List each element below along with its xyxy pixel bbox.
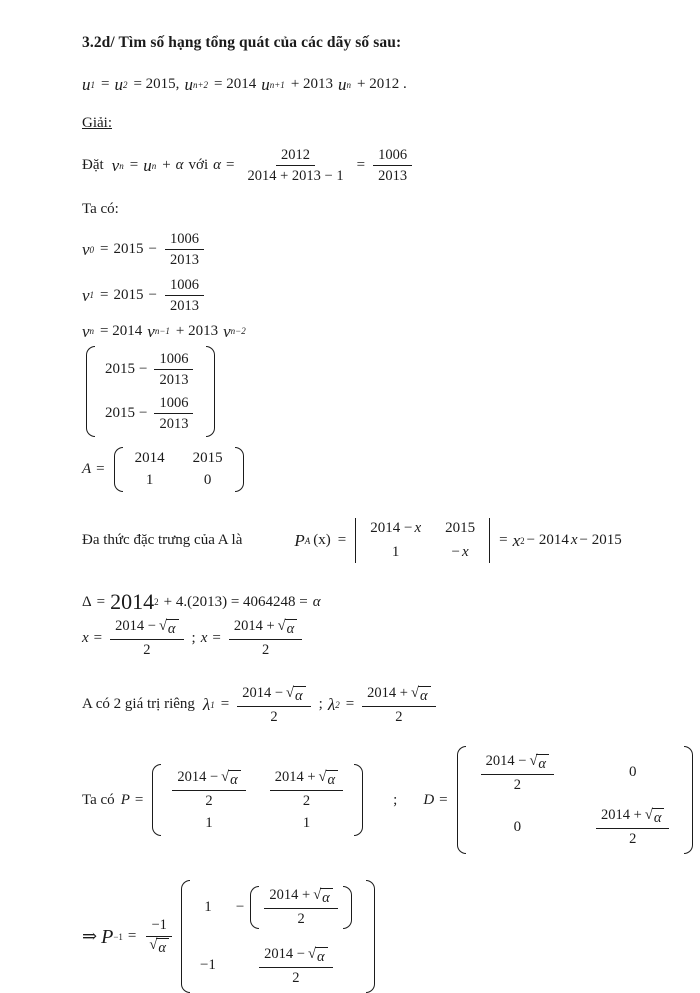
sqrt-alpha: √ α	[159, 619, 179, 638]
P-inverse-equation: ⇒ P −1 = −1 √ α 1 − 2014 + √ α 2 −1 2014 − √ α 2	[82, 880, 672, 993]
fraction-1006-2013: $\frac{1006}{2013}$	[165, 276, 204, 315]
substitution-line: Đặt v n = u n + α với α = $\frac{2012}{2014 + 2013 - 1}$ = $\frac{1006}{2013}$	[82, 146, 672, 185]
var-v: v	[82, 240, 90, 260]
sqrt-alpha: √ α	[411, 686, 431, 705]
right-paren	[235, 447, 244, 492]
characteristic-polynomial: P A (x) = 2014 − x 2015 1 − x = x 2 − 2014 x − 2015	[294, 518, 623, 563]
left-bar	[355, 518, 358, 563]
var-D: D	[423, 791, 435, 808]
var-u: u	[261, 75, 270, 94]
sqrt-alpha: √ α	[286, 686, 306, 705]
root1-fraction: 2014 − √ α 2	[110, 617, 183, 659]
var-x: x	[414, 520, 422, 537]
var-x: x	[512, 531, 521, 551]
sqrt-alpha: √ α	[645, 808, 665, 827]
implies-arrow: ⇒	[82, 926, 98, 946]
right-paren	[206, 346, 215, 438]
left-paren	[250, 886, 259, 928]
matrix-P-inverse: 1 − 2014 + √ α 2 −1 2014 − √ α 2	[181, 880, 375, 993]
left-paren	[152, 764, 161, 836]
delta-equation: Δ = 2014 2 + 4.(2013) = 4064248 = α	[82, 589, 321, 615]
matrix-A: 2014 2015 1 0	[114, 447, 244, 492]
left-paren	[457, 746, 466, 855]
determinant: 2014 − x 2015 1 − x	[355, 518, 490, 563]
roots-equation: x = 2014 − √ α 2 ; x = 2014 + √ α 2	[82, 617, 672, 659]
var-u: u	[82, 75, 91, 94]
column-vector: 2015 − $\frac{1006}{2013}$ 2015 − $\frac{1006}{2013}$	[86, 346, 215, 438]
var-u: u	[114, 75, 123, 94]
fraction-1006-2013: $\frac{1006}{2013}$	[154, 394, 193, 433]
P-D-matrices-line: Ta có P = 2014 − √ α 2 2014 + √ α 2 1 1 ; D = 2014 − √ α 2 0 0 2014 + √ α 2	[82, 746, 672, 855]
var-x: x	[462, 544, 469, 561]
sqrt-alpha: √ α	[319, 770, 339, 789]
we-have-label: Ta có:	[82, 201, 119, 218]
delta-symbol: Δ	[82, 593, 92, 610]
var-x: x	[82, 629, 89, 646]
var-alpha: α	[312, 593, 321, 610]
var-u: u	[184, 75, 193, 94]
var-u: u	[143, 156, 152, 176]
vn-recurrence: v n = 2014 v n−1 + 2013 v n−2	[82, 321, 246, 341]
var-v: v	[82, 285, 90, 305]
var-A: A	[82, 461, 92, 478]
sqrt-alpha: √ α	[221, 770, 241, 789]
characteristic-polynomial-line: Đa thức đặc trưng của A là P A (x) = 2014 − x 2015 1 − x = x 2 − 2014 x − 2015	[82, 518, 672, 563]
initial-vector	[82, 346, 672, 438]
var-lambda: λ	[327, 695, 336, 715]
right-paren	[343, 886, 352, 928]
var-P: P	[294, 531, 305, 551]
var-v: v	[82, 321, 90, 341]
left-paren	[114, 447, 123, 492]
eigenvalues-line: A có 2 giá trị riêng λ 1 = 2014 − √ α 2 ; λ 2 = 2014 + √ α 2	[82, 684, 672, 726]
fraction-alpha: $\frac{2012}{2014 + 2013 - 1}$	[247, 147, 344, 185]
var-v: v	[223, 321, 231, 341]
matrix-A-equation: A = 2014 2015 1 0	[82, 447, 672, 492]
var-x: x	[570, 532, 578, 549]
right-paren	[366, 880, 375, 993]
parenthesized-fraction: 2014 + √ α 2	[250, 886, 351, 928]
var-v: v	[111, 156, 120, 176]
var-P: P	[101, 925, 114, 948]
root2-fraction: 2014 + √ α 2	[229, 617, 302, 659]
page-title: 3.2d/ Tìm số hạng tổng quát của các dãy số sau:	[82, 34, 402, 51]
solution-label: Giải:	[82, 115, 112, 131]
lambda1-fraction: 2014 − √ α 2	[237, 684, 310, 726]
matrix-D: 2014 − √ α 2 0 0 2014 + √ α 2	[457, 746, 694, 855]
left-paren	[181, 880, 190, 993]
sqrt-alpha: √ α	[278, 619, 298, 638]
matrix-P: 2014 − √ α 2 2014 + √ α 2 1 1	[152, 764, 363, 836]
given-recurrence: u 1 = u 2 = 2015, u n+2 = 2014 u n+1 + 2013 u n + 2012 .	[82, 75, 407, 94]
right-paren	[354, 764, 363, 836]
fraction-1006-2013: $\frac{1006}{2013}$	[165, 230, 204, 269]
lambda2-fraction: 2014 + √ α 2	[362, 684, 435, 726]
right-bar	[487, 518, 490, 563]
sqrt-alpha: √ α	[308, 947, 328, 966]
fraction-1006-2013: $\frac{1006}{2013}$	[373, 146, 412, 185]
var-alpha: α	[175, 157, 184, 174]
var-v: v	[147, 321, 155, 341]
v0-equation: v 0 = 2015 − $\frac{1006}{2013}$	[82, 230, 672, 269]
var-P: P	[120, 791, 130, 808]
v1-equation: v 1 = 2015 − $\frac{1006}{2013}$	[82, 276, 672, 315]
sqrt-alpha: √ α	[529, 754, 549, 773]
sqrt-alpha: √ α	[313, 888, 333, 907]
sqrt-alpha: √ α	[149, 938, 169, 957]
coefficient-fraction: −1 √ α	[144, 916, 174, 956]
var-lambda: λ	[202, 695, 211, 715]
right-paren	[684, 746, 693, 855]
left-paren	[86, 346, 95, 438]
var-x: x	[200, 629, 208, 646]
var-alpha: α	[213, 157, 222, 174]
fraction-1006-2013: $\frac{1006}{2013}$	[154, 350, 193, 389]
var-u: u	[338, 75, 347, 94]
